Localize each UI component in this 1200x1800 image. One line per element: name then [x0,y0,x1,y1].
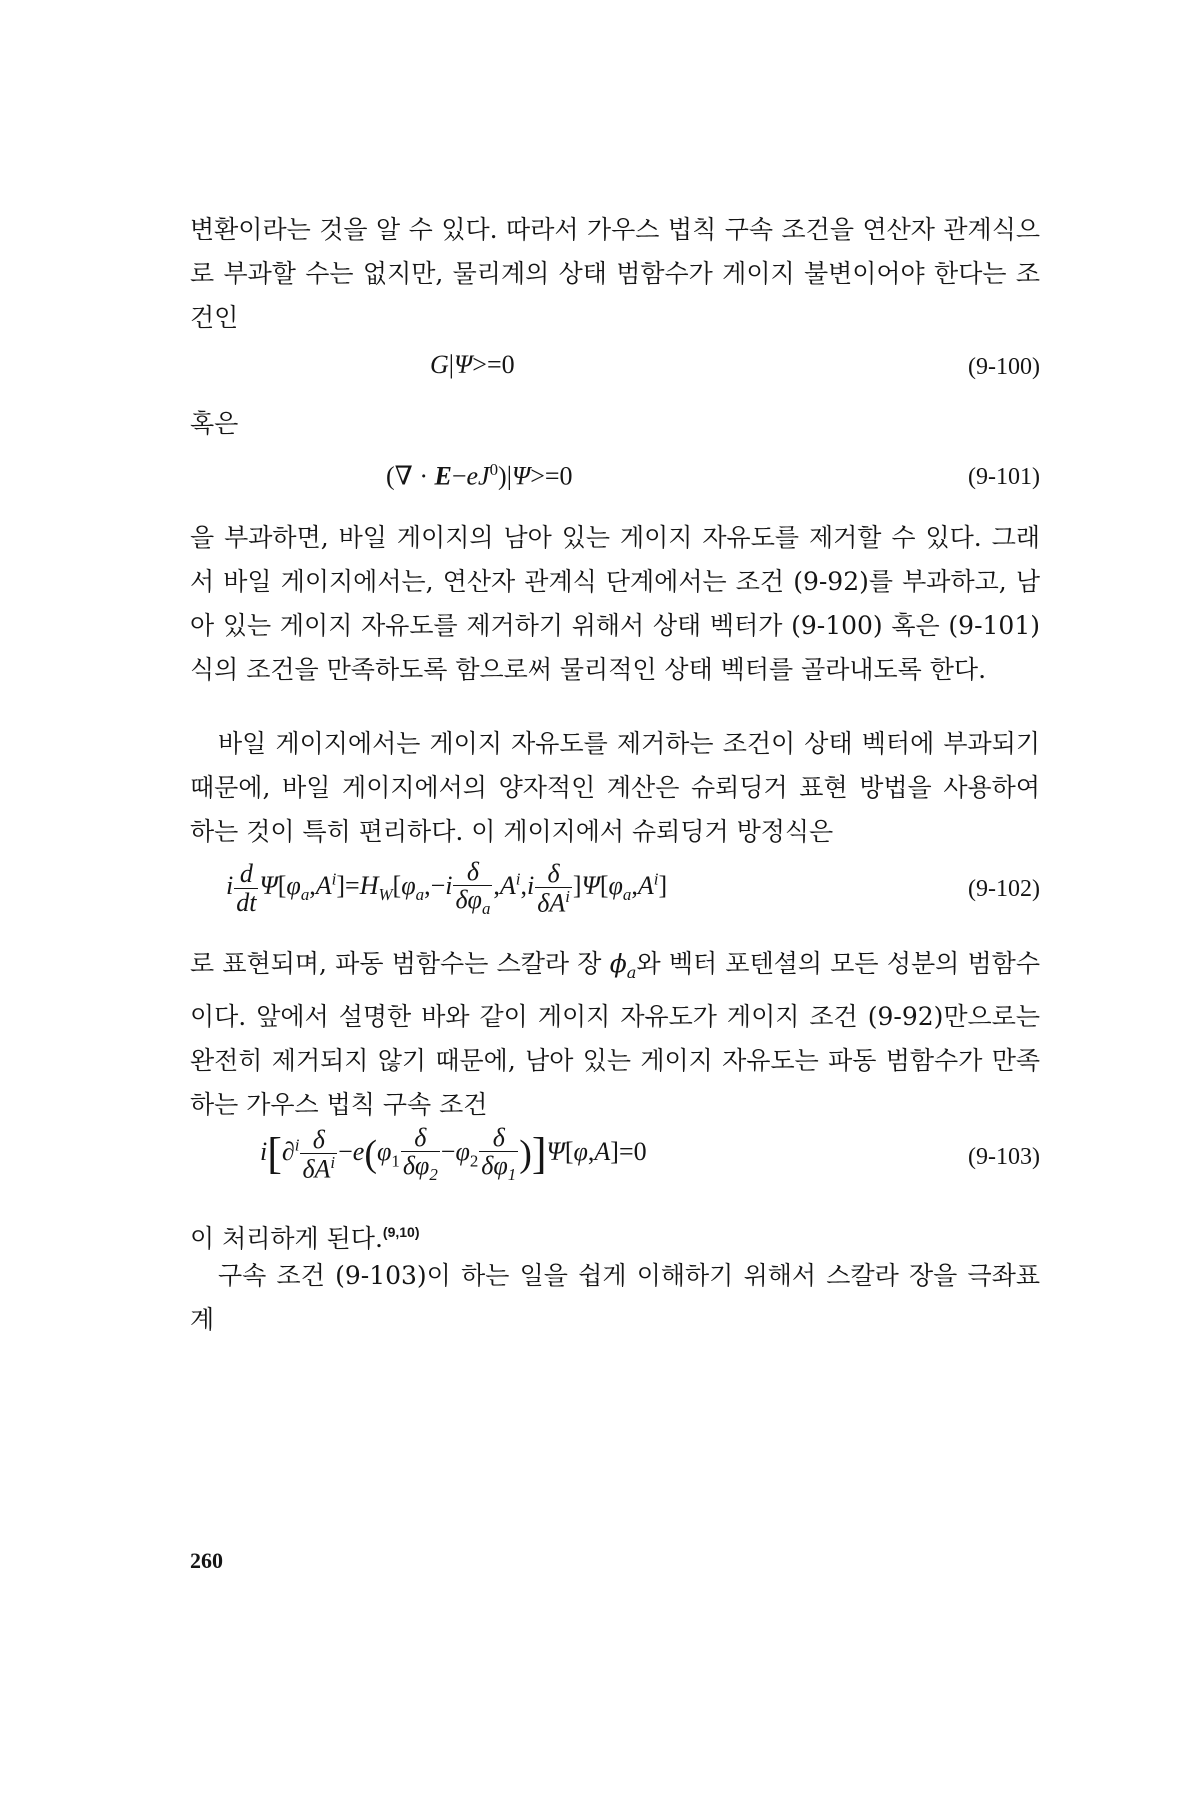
paragraph-schrodinger-representation: 바일 게이지에서는 게이지 자유도를 제거하는 조건이 상태 벡터에 부과되기 때문에, 바일 게이지에서의 양자적인 계산은 슈뢰딩거 표현 방법을 사용하여 하는 것이 특히 편리하다. 이 게이지에서 슈뢰딩거 방정식은 [190,729,1040,846]
paragraph-or: 혹은 [190,409,239,438]
page-number: 260 [190,1548,223,1573]
equation-9-101 [190,460,1040,516]
paragraph-gauss-law: 변환이라는 것을 알 수 있다. 따라서 가우스 법칙 구속 조건을 연산자 관계식으로 부과할 수는 없지만, 물리계의 상태 범함수가 게이지 불변이어야 한다는 조건인 [190,215,1040,332]
text-segment: 와 벡터 포텐셜의 모든 성분의 범함수이다. 앞에서 설명한 바와 같이 게이지 자유도가 게이지 조건 (9-92)만으로는 완전히 제거되지 않기 때문에, 남아 있는 게이지 자유도는 파동 범함수가 만족하는 가우스 법칙 구속 조건 [190,949,1040,1119]
equation-9-102 [190,858,1040,928]
equation-number: (9-102) [968,876,1040,902]
reference-superscript: (9,10) [382,1224,420,1240]
equation-9-100-formula: G|Ψ>=0 [430,350,515,379]
equation-9-103-formula: i[∂$^i$ $\frac{\delta}{\delta A^i}$ $-e(\varphi_1$ $\frac{\delta}{\delta\varphi_2}$ $-\varphi_2$ $\frac{\delta}{\delta\varphi_1}$ )]Ψ[φ,A]=0 [260,1123,647,1185]
paragraph-wave-functional [190,942,1040,1127]
equation-number: (9-103) [968,1144,1040,1170]
equation-9-103 [190,1124,1040,1196]
paragraph-weyl-gauge-condition: 을 부과하면, 바일 게이지의 남아 있는 게이지 자유도를 제거할 수 있다. 그래서 바일 게이지에서는, 연산자 관계식 단계에서는 조건 (9-92)를 부과하고, 남아 있는 게이지 자유도를 제거하기 위해서 상태 벡터가 (9-100) 혹은 (9-101)식의 조건을 만족하도록 함으로써 물리적인 상태 벡터를 골라내도록 한다. [190,523,1040,684]
equation-number: (9-100) [968,354,1040,380]
paragraph-polar-coordinates: 구속 조건 (9-103)이 하는 일을 쉽게 이해하기 위해서 스칼라 장을 극좌표계 [190,1261,1040,1334]
equation-9-100 [190,350,1040,406]
scalar-field-symbol: ϕ [609,949,627,978]
scalar-field-subscript: a [626,963,637,982]
equation-9-102-formula: i $\frac{d}{dt}$ $\Psi[\varphi_a,A^i]=H_W[\varphi_a,-i$ $\frac{\delta}{\delta\varphi_a}$ $,A^i,i$ $\frac{\delta}{\delta A^i}$ ]$\Psi[\varphi_a,A^i]$ [226,857,668,919]
text-segment: 이 처리하게 된다. [190,1224,383,1253]
equation-9-101-formula: (∇ · $E-eJ^0)|\Psi>=0$ [386,460,573,491]
equation-number: (9-101) [968,464,1040,490]
text-segment: 로 표현되며, 파동 범함수는 스칼라 장 [190,949,610,978]
